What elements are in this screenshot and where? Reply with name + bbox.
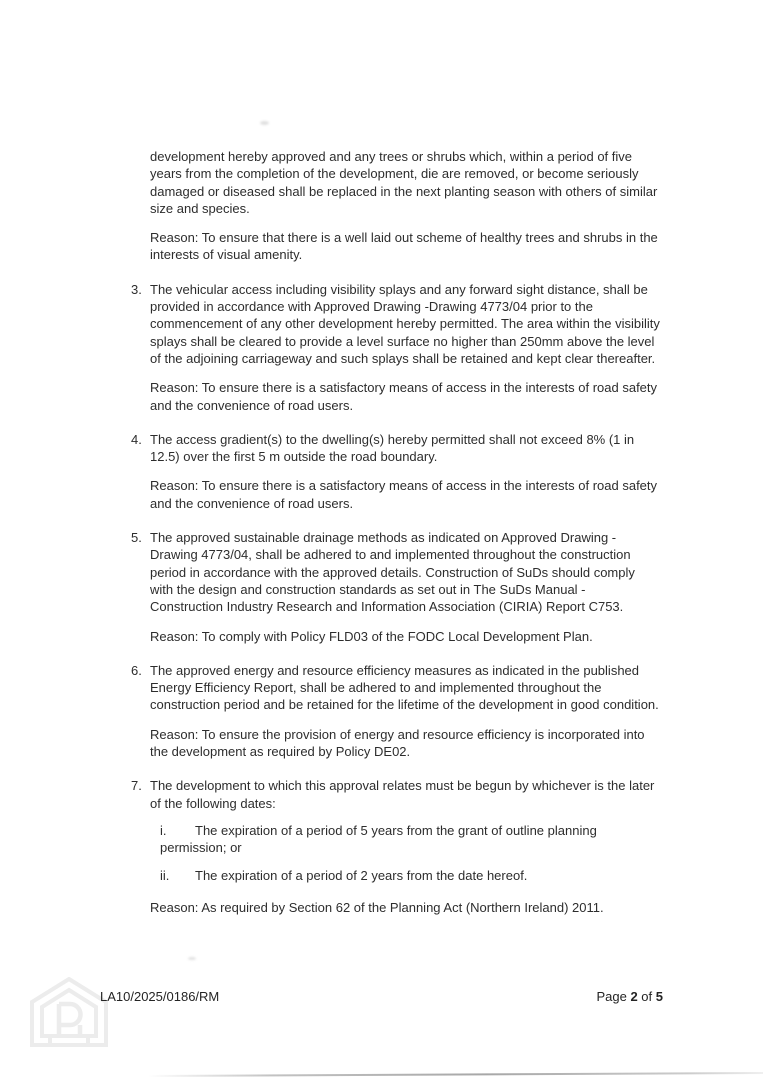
scan-smudge: [188, 957, 196, 960]
condition-number: 7.: [131, 778, 142, 794]
intro-paragraph: development hereby approved and any trees or shrubs which, within a period of five years from the completion of the development, die are removed, or become seriously damaged or diseased shall be replaced in the next planting season with others of similar size and species.: [150, 149, 658, 216]
subitem-text: The expiration of a period of 5 years from the grant of outline planning permission; or: [160, 822, 597, 856]
condition-reason-text: Reason: To ensure there is a satisfactory means of access in the interests of road safety and the convenience of road users.: [150, 478, 658, 511]
condition-item-6: [131, 662, 661, 760]
condition-text: The approved energy and resource efficiency measures as indicated in the published Energy Efficiency Report, shall be adhered to and implemented throughout the construction period and be retained for the lifetime of the development in good condition.: [150, 662, 659, 713]
condition-item-3: [131, 281, 661, 414]
page-indicator: [596, 989, 663, 1004]
planning-portal-watermark-icon: [30, 977, 108, 1047]
intro-reason-text: Reason: To ensure that there is a well laid out scheme of healthy trees and shrubs in the interests of visual amenity.: [150, 230, 658, 263]
application-reference: LA10/2025/0186/RM: [100, 989, 220, 1004]
condition-text: The approved sustainable drainage methods as indicated on Approved Drawing - Drawing 4773/04, shall be adhered to and implemented throughout the construction period in accordance with the approved details. Construction of SuDs should comply with the design and construction standards as set out in The SuDs Manual - Construction Industry Research and Information Association (CIRIA) Report C753.: [150, 530, 635, 615]
of-word: of: [641, 989, 653, 1004]
condition-item-7: [131, 777, 661, 916]
condition-number: 4.: [131, 431, 142, 447]
page-total: 5: [655, 989, 663, 1004]
scan-edge-line: [148, 1072, 763, 1077]
subitem-label: ii.: [160, 867, 170, 883]
condition-text: The vehicular access including visibility splays and any forward sight distance, shall be provided in accordance with Approved Drawing -Drawing 4773/04 prior to the commencement of any other development hereby permitted. The area within the visibility splays shall be cleared to provide a level surface no higher than 250mm above the level of the adjoining carriageway and such splays shall be retained and kept clear thereafter.: [150, 281, 660, 366]
condition-item-4: [131, 431, 661, 512]
condition-number: 5.: [131, 530, 142, 546]
condition-reason-text: Reason: To ensure there is a satisfactory means of access in the interests of road safety and the convenience of road users.: [150, 380, 658, 413]
subitem-text: The expiration of a period of 2 years from the date hereof.: [195, 867, 528, 883]
condition-reason-text: Reason: As required by Section 62 of the Planning Act (Northern Ireland) 2011.: [150, 899, 604, 915]
condition-reason-text: Reason: To comply with Policy FLD03 of the FODC Local Development Plan.: [150, 628, 593, 644]
condition-subitem-ii: [160, 867, 661, 884]
scan-smudge: [260, 121, 269, 125]
condition-number: 3.: [131, 281, 142, 297]
page-footer: [100, 989, 663, 1004]
page-word: Page: [596, 989, 627, 1004]
condition-text: The access gradient(s) to the dwelling(s) hereby permitted shall not exceed 8% (1 in 12.5) over the first 5 m outside the road boundary.: [150, 431, 635, 465]
condition-reason-text: Reason: To ensure the provision of energy and resource efficiency is incorporated into the development as required by Policy DE02.: [150, 726, 645, 760]
condition-number: 6.: [131, 662, 142, 678]
condition-text: The development to which this approval relates must be begun by whichever is the later of the following dates:: [150, 778, 655, 811]
condition-item-5: [131, 529, 661, 645]
subitem-label: i.: [160, 822, 167, 838]
page-number: 2: [630, 989, 638, 1004]
condition-subitem-i: [160, 822, 661, 857]
document-content: [131, 148, 661, 916]
